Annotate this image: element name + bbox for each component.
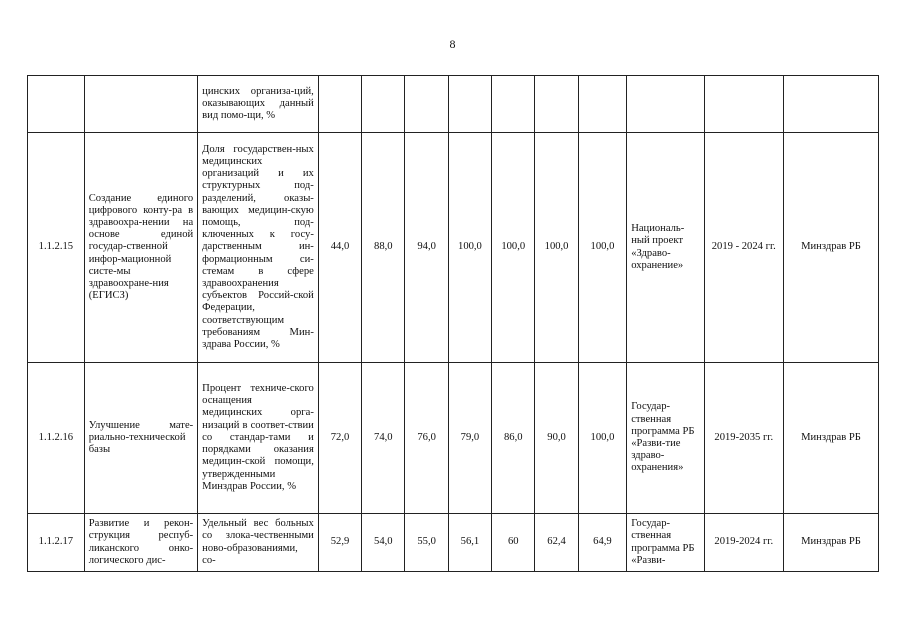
value-cell: 88,0 [362, 133, 405, 363]
value-cell [492, 76, 535, 133]
row-responsible: Минздрав РБ [783, 363, 878, 514]
row-code: 1.1.2.17 [28, 514, 85, 572]
value-cell [318, 76, 361, 133]
row-name: Развитие и рекон-струкция респуб-ликанского онко-логического дис- [84, 514, 197, 572]
row-code: 1.1.2.16 [28, 363, 85, 514]
row-responsible: Минздрав РБ [783, 133, 878, 363]
value-cell: 100,0 [492, 133, 535, 363]
value-cell: 64,9 [578, 514, 626, 572]
row-responsible [783, 76, 878, 133]
table-row [28, 514, 879, 572]
row-indicator: цинских организа-ций, оказывающих данный вид помо-щи, % [198, 76, 319, 133]
row-period: 2019-2035 гг. [704, 363, 783, 514]
page-number: 8 [449, 37, 456, 51]
value-cell [535, 76, 578, 133]
value-cell: 76,0 [405, 363, 448, 514]
row-name: Создание единого цифрового конту-ра в здравоохра-нении на основе единой государ-ственной инфор-мационной систе-мы здравоохране-ния (ЕГИСЗ) [84, 133, 197, 363]
row-program: Государ-ственная программа РБ «Разви- [627, 514, 704, 572]
value-cell: 60 [492, 514, 535, 572]
row-program: Националь-ный проект «Здраво-охранение» [627, 133, 704, 363]
value-cell [448, 76, 491, 133]
row-responsible: Минздрав РБ [783, 514, 878, 572]
value-cell: 86,0 [492, 363, 535, 514]
value-cell: 100,0 [578, 133, 626, 363]
row-code [28, 76, 85, 133]
value-cell: 44,0 [318, 133, 361, 363]
row-indicator: Доля государствен-ных медицинских организаций и их структурных под-разделений, оказы-вающих медицин-скую помощь, под-ключенных к госу-дарственным ин-формационным си-стемам в сфере здравоохранения субъектов Россий-ской Федерации, соответствующим требованиям Мин-здрава России, % [198, 133, 319, 363]
value-cell: 52,9 [318, 514, 361, 572]
row-code: 1.1.2.15 [28, 133, 85, 363]
row-name [84, 76, 197, 133]
value-cell: 100,0 [535, 133, 578, 363]
value-cell: 72,0 [318, 363, 361, 514]
value-cell: 55,0 [405, 514, 448, 572]
value-cell [405, 76, 448, 133]
value-cell: 74,0 [362, 363, 405, 514]
value-cell: 94,0 [405, 133, 448, 363]
value-cell: 100,0 [578, 363, 626, 514]
row-period: 2019 - 2024 гг. [704, 133, 783, 363]
value-cell: 54,0 [362, 514, 405, 572]
value-cell: 56,1 [448, 514, 491, 572]
row-program [627, 76, 704, 133]
value-cell: 90,0 [535, 363, 578, 514]
value-cell: 100,0 [448, 133, 491, 363]
plan-table [27, 75, 879, 572]
row-period [704, 76, 783, 133]
value-cell: 62,4 [535, 514, 578, 572]
value-cell: 79,0 [448, 363, 491, 514]
row-indicator: Удельный вес больных со злока-чественными ново-образованиями, со- [198, 514, 319, 572]
table-row [28, 133, 879, 363]
row-program: Государ-ственная программа РБ «Разви-тие здраво-охранения» [627, 363, 704, 514]
row-name: Улучшение мате-риально-технической базы [84, 363, 197, 514]
value-cell [362, 76, 405, 133]
table-row [28, 76, 879, 133]
row-period: 2019-2024 гг. [704, 514, 783, 572]
value-cell [578, 76, 626, 133]
table-row [28, 363, 879, 514]
row-indicator: Процент техниче-ского оснащения медицинских орга-низаций в соответ-ствии со стандар-тами и порядками оказания медицин-ской помощи, утвержденными Минздрав России, % [198, 363, 319, 514]
